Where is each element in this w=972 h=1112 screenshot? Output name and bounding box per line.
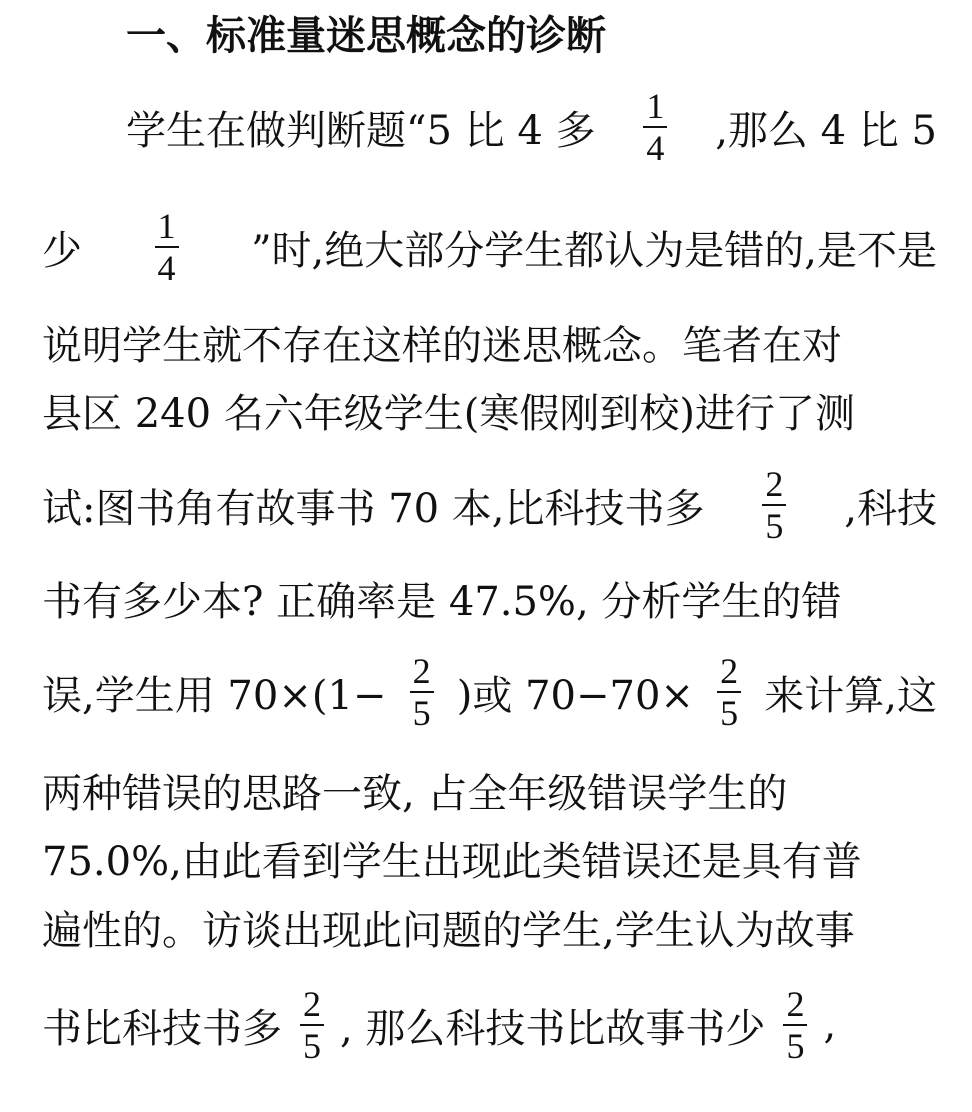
text-segment: 学生在做判断题“5 比 4 多 (126, 107, 596, 154)
text-segment: 少 (42, 227, 82, 274)
fraction-denominator: 5 (765, 506, 784, 546)
text-line (42, 830, 937, 886)
fraction-denominator: 5 (720, 693, 739, 733)
fraction (717, 653, 741, 731)
text-line (126, 87, 937, 167)
text-segment: ,那么 4 比 5 (715, 107, 937, 154)
fraction (300, 986, 324, 1064)
text-segment: 书比科技书多 (42, 1005, 282, 1052)
section-heading: 一、标准量迷思概念的诊断 (126, 13, 606, 59)
text-line (42, 207, 937, 287)
fraction-numerator: 1 (157, 206, 176, 246)
fraction-denominator: 4 (646, 128, 665, 168)
fraction-numerator: 2 (412, 651, 431, 691)
text-segment: 来计算,这 (764, 672, 937, 719)
fraction-denominator: 5 (412, 693, 431, 733)
fraction-numerator: 2 (765, 464, 784, 504)
fraction-numerator: 2 (720, 651, 739, 691)
text-segment: , 那么科技书比故事书少 (340, 1005, 766, 1052)
fraction (783, 986, 807, 1064)
text-segment: 说明学生就不存在这样的迷思概念。笔者在对 (42, 322, 842, 369)
text-line (42, 570, 937, 626)
text-segment: ”时,绝大部分学生都认为是错的,是不是 (251, 227, 937, 274)
fraction (155, 208, 179, 286)
text-segment: 书有多少本? 正确率是 47.5%, 分析学生的错 (42, 578, 842, 625)
text-segment: 75.0%,由此看到学生出现此类错误还是具有普 (42, 838, 862, 885)
fraction-numerator: 2 (303, 984, 321, 1024)
text-line (42, 314, 937, 370)
text-segment: 试:图书角有故事书 70 本,比科技书多 (42, 485, 705, 532)
text-line (42, 382, 937, 438)
fraction (410, 653, 434, 731)
text-line (42, 985, 937, 1065)
text-line (42, 652, 937, 732)
text-segment: ,科技 (844, 485, 937, 532)
fraction (643, 88, 667, 166)
text-segment: 误,学生用 70×(1− (42, 672, 387, 719)
text-line (42, 465, 937, 545)
text-segment: 两种错误的思路一致, 占全年级错误学生的 (42, 770, 788, 817)
text-line (42, 762, 937, 818)
fraction (762, 466, 786, 544)
fraction-denominator: 5 (786, 1026, 805, 1066)
text-line (42, 899, 937, 955)
text-segment: , (823, 1002, 837, 1048)
fraction-denominator: 4 (157, 248, 176, 288)
fraction-denominator: 5 (303, 1026, 321, 1066)
fraction-numerator: 1 (646, 86, 665, 126)
text-segment: 县区 240 名六年级学生(寒假刚到校)进行了测 (42, 390, 855, 437)
fraction-numerator: 2 (786, 984, 805, 1024)
text-segment: 遍性的。访谈出现此问题的学生,学生认为故事 (42, 907, 855, 954)
text-segment: )或 70−70× (456, 672, 694, 719)
